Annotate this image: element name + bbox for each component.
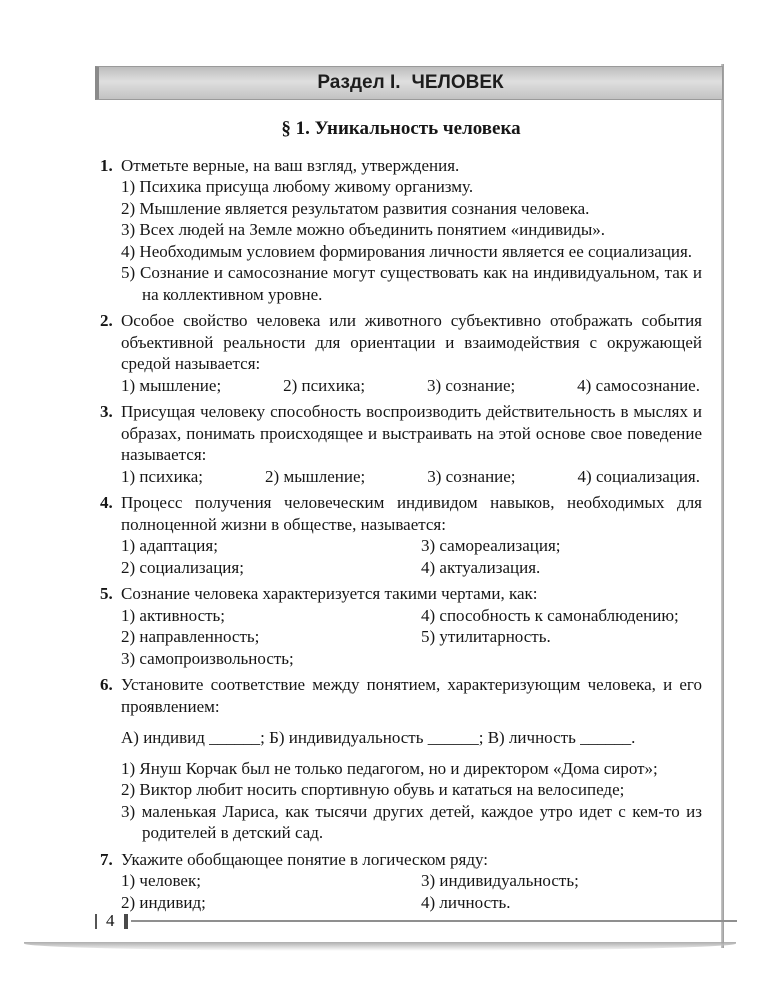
question-number: 2. — [100, 311, 113, 330]
question-7 — [100, 849, 702, 914]
option: 4) способность к самонаблюдению; — [421, 605, 679, 625]
question-stem: Особое свойство человека или животного субъективно отображать события объективной реальности для ориентации и взаимодействия с окружающей средой называется: — [121, 311, 702, 373]
options-columns — [100, 870, 702, 913]
question-stem: Укажите обобщающее понятие в логическом ряду: — [121, 849, 489, 869]
section-header-bar — [95, 66, 723, 100]
question-6 — [100, 674, 702, 844]
options-column-right — [421, 605, 702, 670]
option: 1) Психика присуща любому живому организму. — [121, 177, 474, 196]
question-head — [100, 492, 702, 535]
option: 3) Всех людей на Земле можно объединить понятием «индивиды». — [121, 220, 606, 239]
question-number: 3. — [100, 402, 113, 421]
options-column-left — [121, 870, 421, 913]
question-number: 1. — [100, 155, 113, 175]
question-number: 4. — [100, 493, 113, 512]
option: 2) психика; — [283, 375, 366, 395]
option: 4) самосознание. — [577, 375, 700, 395]
options-column-left — [121, 535, 421, 578]
option: 4) Необходимым условием формирования личности является ее социализация. — [121, 241, 693, 261]
options-columns — [100, 535, 702, 578]
option: 2) Мышление является результатом развития сознания человека. — [121, 198, 590, 218]
option: 3) самореализация; — [421, 536, 561, 555]
question-head — [100, 849, 702, 871]
option: 3) самопроизвольность; — [121, 648, 294, 668]
option: 1) активность; — [121, 605, 226, 625]
section-header-number: Раздел I. — [317, 72, 401, 94]
option: 1) Януш Корчак был не только педагогом, но и директором «Дома сирот»; — [121, 758, 658, 778]
option: 2) направленность; — [121, 627, 260, 646]
question-stem: Процесс получения человеческим индивидом навыков, необходимых для полноценной жизни в обществе, называется: — [121, 493, 702, 534]
options-row — [100, 466, 702, 488]
question-5 — [100, 583, 702, 669]
question-head — [100, 401, 702, 466]
options-row — [100, 375, 702, 397]
footer-tick-right — [124, 914, 128, 929]
question-4 — [100, 492, 702, 578]
page-edge-right — [721, 64, 724, 948]
question-stem: Присущая человеку способность воспроизводить действительность в мыслях и образах, понимать происходящее и выстраивать на этой основе свое поведение называется: — [121, 402, 702, 464]
option: 1) мышление; — [121, 375, 222, 395]
question-stem: Отметьте верные, на ваш взгляд, утверждения. — [121, 155, 460, 175]
option: 4) личность. — [421, 892, 511, 912]
question-head — [100, 310, 702, 375]
option: 2) Виктор любит носить спортивную обувь и кататься на велосипеде; — [121, 780, 625, 799]
option: 3) сознание; — [427, 375, 516, 395]
option: 2) индивид; — [121, 892, 206, 912]
option: 4) актуализация. — [421, 557, 541, 577]
section-header-title: ЧЕЛОВЕК — [411, 72, 504, 94]
question-number: 6. — [100, 675, 113, 694]
question-1 — [100, 155, 702, 306]
question-stem: Сознание человека характеризуется такими чертами, как: — [121, 584, 538, 603]
footer-rule — [131, 920, 738, 922]
option: 2) социализация; — [121, 557, 244, 577]
question-head — [100, 583, 702, 605]
option: 3) индивидуальность; — [421, 871, 579, 890]
option: 5) утилитарность. — [421, 627, 551, 646]
question-head — [100, 155, 702, 177]
page-edge-bottom — [24, 942, 736, 951]
page-content — [100, 118, 702, 918]
question-head — [100, 674, 702, 717]
option: 4) социализация. — [577, 466, 700, 486]
question-number: 7. — [100, 849, 113, 869]
footer-page-number: 4 — [106, 911, 115, 931]
option: 1) психика; — [121, 466, 204, 486]
option: 2) мышление; — [265, 466, 366, 486]
options-column-right — [421, 870, 702, 913]
option: 1) адаптация; — [121, 536, 218, 555]
option: 5) Сознание и самосознание могут существовать как на индивидуальном, так и на коллективном уровне. — [121, 263, 702, 304]
options-column-right — [421, 535, 702, 578]
question-3 — [100, 401, 702, 487]
question-number: 5. — [100, 584, 113, 603]
question-2 — [100, 310, 702, 396]
options-columns — [100, 605, 702, 670]
options-column-left — [121, 605, 421, 670]
matching-answer-line: А) индивид ______; Б) индивидуальность ______; В) личность ______. — [121, 728, 636, 747]
option: 3) маленькая Лариса, как тысячи других детей, каждое утро идет с кем-то из родителей в детский сад. — [121, 801, 702, 842]
page-title: § 1. Уникальность человека — [281, 118, 521, 139]
option: 1) человек; — [121, 871, 201, 890]
option: 3) сознание; — [427, 466, 516, 486]
question-stem: Установите соответствие между понятием, характеризующим человека, и его проявлением: — [121, 675, 702, 716]
page-footer — [95, 912, 737, 930]
